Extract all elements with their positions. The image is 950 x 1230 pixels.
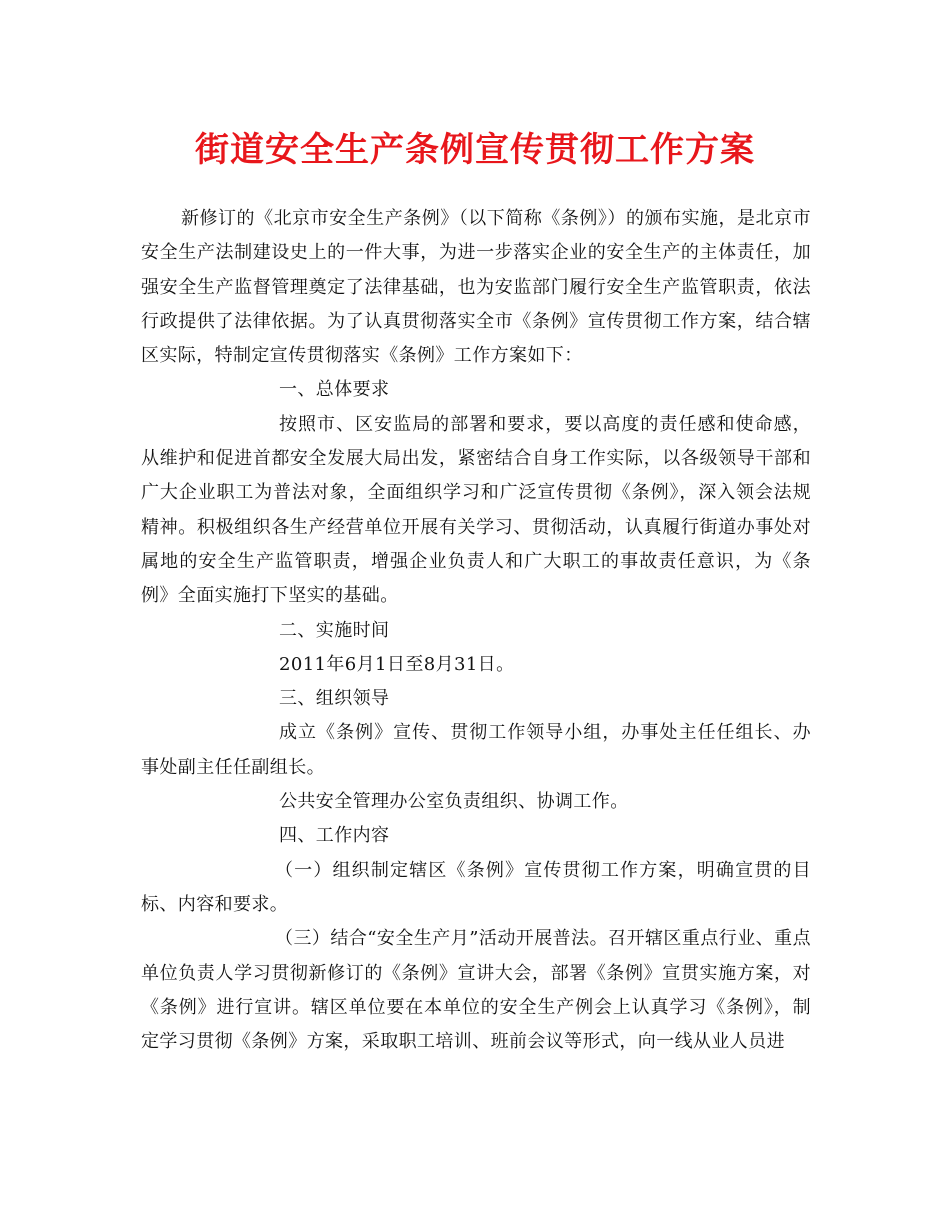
leadership-paragraph: 成立《条例》宣传、贯彻工作领导小组，办事处主任任组长、办事处副主任任副组长。: [141, 722, 811, 778]
section-heading-time: 二、实施时间: [279, 619, 390, 641]
section-heading-content: 四、工作内容: [279, 825, 390, 847]
section-heading-requirements: 一、总体要求: [279, 379, 390, 401]
intro-paragraph: 新修订的《北京市安全生产条例》（以下简称《条例》）的颁布实施，是北京市安全生产法制建设史上的一件大事，为进一步落实企业的安全生产的主体责任，加强安全生产监督管理奠定了法律基础，也为安监部门履行安全生产监管职责，依法行政提供了法律依据。为了认真贯彻落实全市《条例》宣传贯彻工作方案，结合辖区实际，特制定宣传贯彻落实《条例》工作方案如下：: [141, 208, 811, 367]
time-paragraph: 2011年6月1日至8月31日。: [279, 653, 515, 675]
requirements-paragraph: 按照市、区安监局的部署和要求，要以高度的责任感和使命感，从维护和促进首都安全发展大局出发，紧密结合自身工作实际，以各级领导干部和广大企业职工为普法对象，全面组织学习和广泛宣传贯彻《条例》，深入领会法规精神。积极组织各生产经营单位开展有关学习、贯彻活动，认真履行街道办事处对属地的安全生产监管职责，增强企业负责人和广大职工的事故责任意识，为《条例》全面实施打下坚实的基础。: [141, 413, 811, 607]
content-item-1: （一）组织制定辖区《条例》宣传贯彻工作方案，明确宣贯的目标、内容和要求。: [141, 859, 811, 915]
content-item-3: （三）结合“安全生产月”活动开展普法。召开辖区重点行业、重点单位负责人学习贯彻新修订的《条例》宣讲大会，部署《条例》宣贯实施方案，对《条例》进行宣讲。辖区单位要在本单位的安全生产例会上认真学习《条例》，制定学习贯彻《条例》方案，采取职工培训、班前会议等形式，向一线从业人员进: [141, 928, 811, 1053]
document-body: [141, 202, 811, 1059]
office-paragraph: 公共安全管理办公室负责组织、协调工作。: [279, 791, 629, 813]
document-title: 街道安全生产条例宣传贯彻工作方案: [195, 130, 755, 170]
section-heading-leadership: 三、组织领导: [279, 688, 390, 710]
